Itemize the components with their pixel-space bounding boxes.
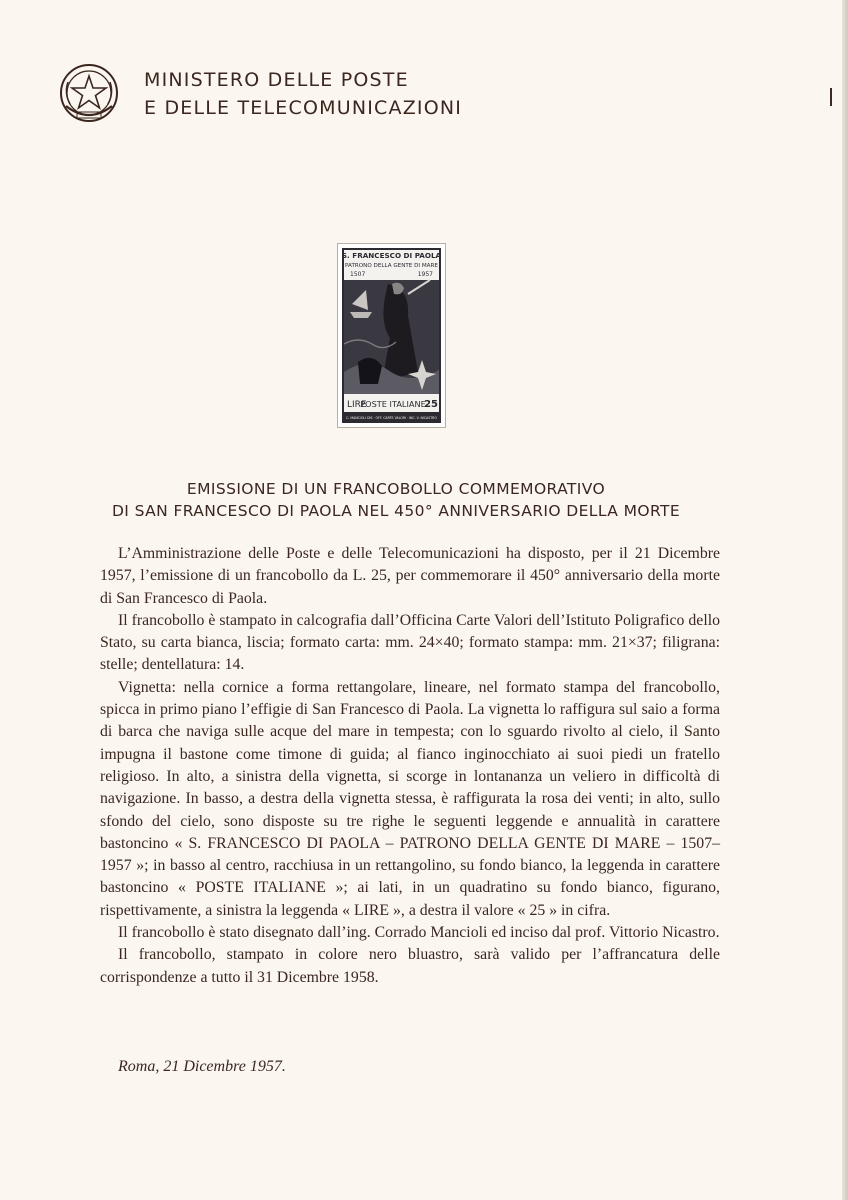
stamp-country-label: POSTE ITALIANE [360,399,426,409]
document-title [40,478,752,522]
stamp-credits: C. MANCIOLI DIS · OFF. CARTE VALORI · INC. V. NICASTRO [346,416,437,420]
paragraph-designer: Il francobollo è stato disegnato dall’ing. Corrado Mancioli ed inciso dal prof. Vittorio Nicastro. [118,924,720,942]
ministry-name-line2: E DELLE TELECOMUNICAZIONI [144,97,463,119]
place-date: Roma, 21 Dicembre 1957. [118,1058,286,1075]
stamp-year-end: 1957 [417,271,433,278]
page-edge [842,0,848,1200]
stamp-image [337,243,446,428]
stamp-legend-line1: S. FRANCESCO DI PAOLA [341,251,442,260]
paragraph-announcement: L’Amministrazione delle Poste e delle Telecomunicazioni ha disposto, per il 21 Dicembre 1957, l’emissione di un francobollo da L. 25, per commemorare il 450° anniversario della morte di San Francesco di Paola. [100,545,720,607]
document-title-line1: EMISSIONE DI UN FRANCOBOLLO COMMEMORATIVO [186,480,606,498]
stamp-lire-label: LIRE [347,400,367,410]
republic-emblem-icon [58,62,120,124]
stamp-value: 25 [424,399,438,410]
document-body [100,543,720,989]
ministry-name-line1: MINISTERO DELLE POSTE [144,69,409,91]
paragraph-printing: Il francobollo è stampato in calcografia dall’Officina Carte Valori dell’Istituto Poligrafico dello Stato, su carta bianca, liscia; formato carta: mm. 24×40; formato stampa: mm. 21×37; filigrana: stelle; dentellatura: 14. [100,611,720,674]
stamp-legend-line2: PATRONO DELLA GENTE DI MARE [345,263,438,269]
stamp-year-start: 1507 [350,271,366,278]
paragraph-validity: Il francobollo, stampato in colore nero bluastro, sarà valido per l’affrancatura delle corrispondenze a tutto il 31 Dicembre 1958. [100,946,720,986]
document-title-line2: DI SAN FRANCESCO DI PAOLA NEL 450° ANNIVERSARIO DELLA MORTE [111,502,681,520]
edge-mark [830,88,832,106]
paragraph-vignette: Vignetta: nella cornice a forma rettangolare, lineare, nel formato stampa del francobollo, spicca in primo piano l’effigie di San Francesco di Paola. La vignetta lo raffigura sul saio a forma di barca che naviga sulle acque del mare in tempesta; con lo sguardo rivolto al cielo, il Santo impugna il bastone come timone di guida; al fianco inginocchiato ai suoi piedi un fratello religioso. In alto, a sinistra della vignetta, si scorge in lontananza un veliero in difficoltà di navigazione. In basso, a destra della vignetta stessa, è raffigurata la rosa dei venti; in alto, sullo sfondo del cielo, sono disposte su tre righe le seguenti leggende e annualità in carattere bastoncino « S. FRANCESCO DI PAOLA – PATRONO DELLA GENTE DI MARE – 1507–1957 »; in basso al centro, racchiusa in un rettangolino, su fondo bianco, la leggenda in carattere bastoncino « POSTE ITALIANE »; ai lati, in un quadratino su fondo bianco, figurano, rispettivamente, a sinistra la leggenda « LIRE », a destra il valore « 25 » in cifra. [100,678,720,919]
stamp-vignette [344,280,439,394]
